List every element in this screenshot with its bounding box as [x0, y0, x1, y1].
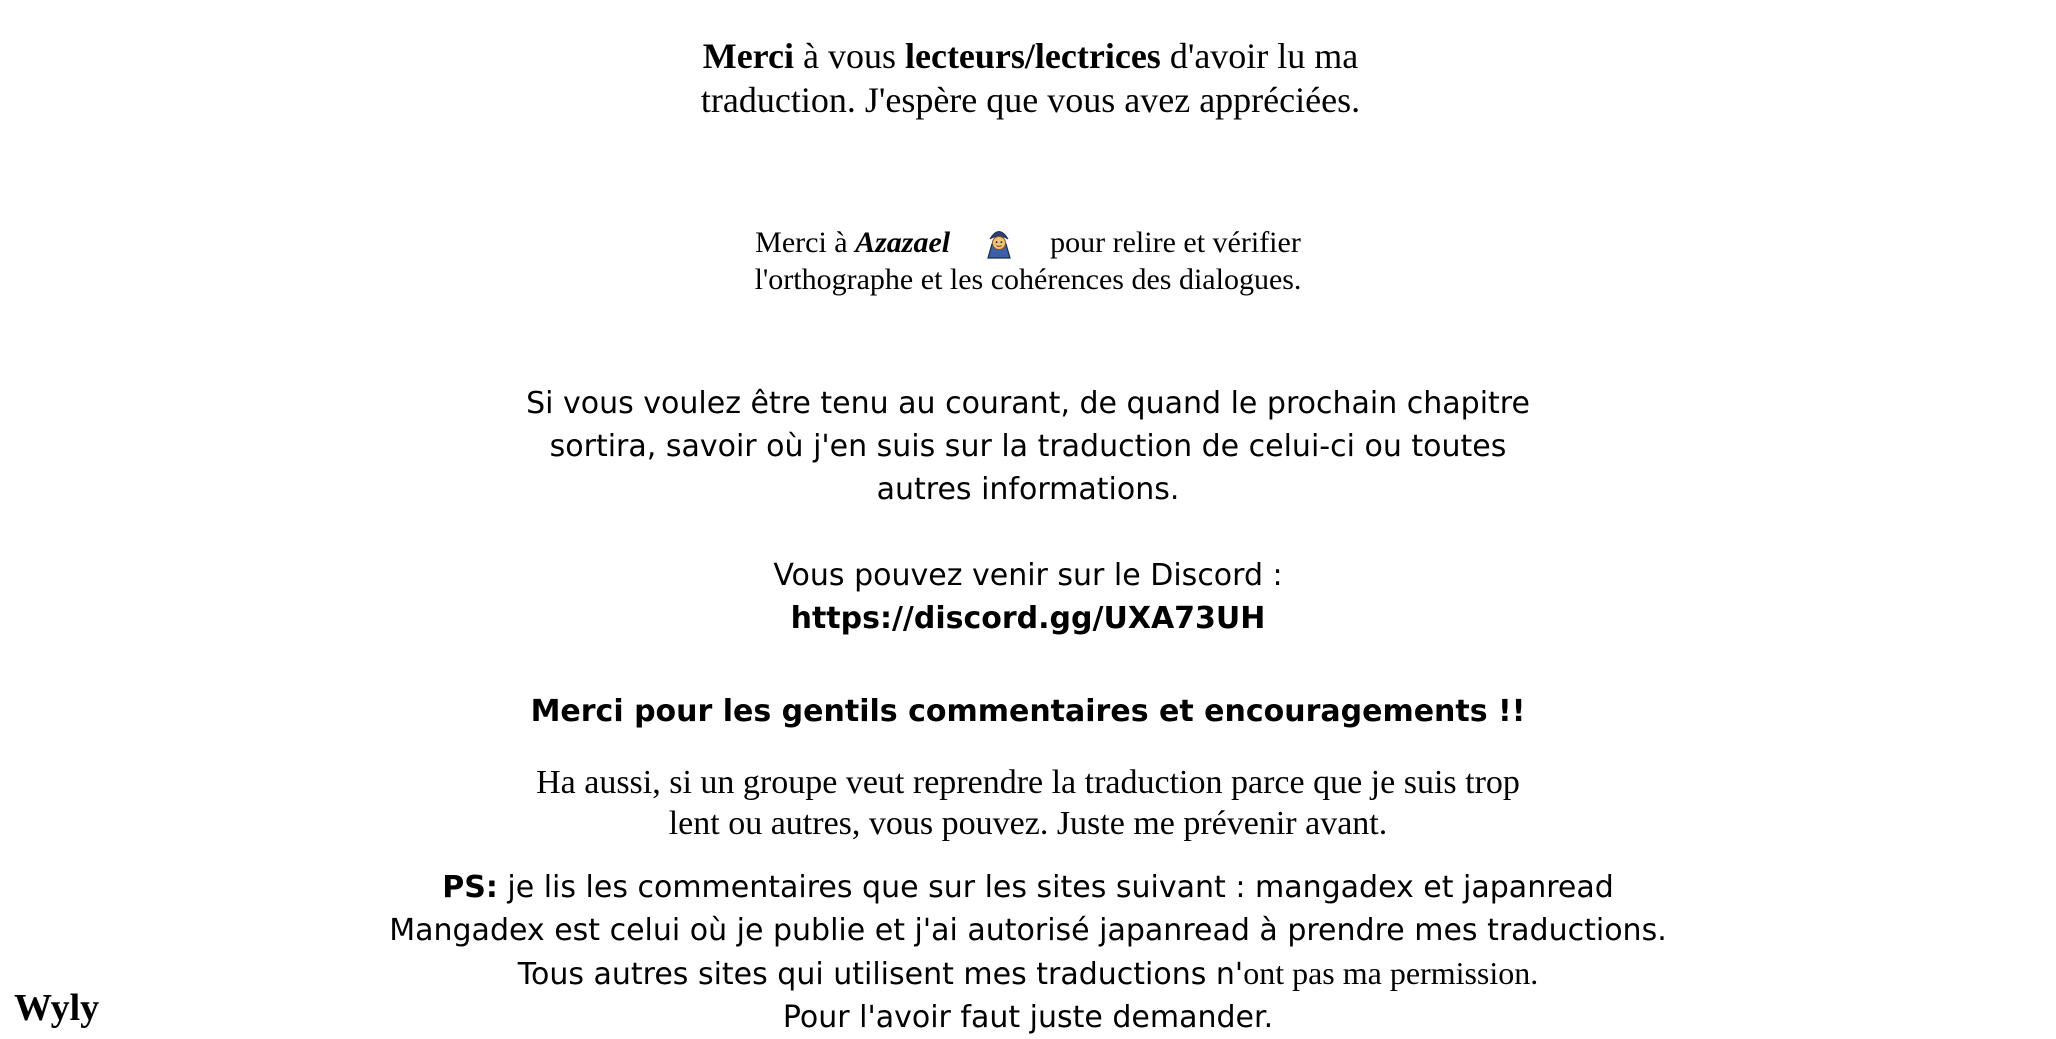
header-text-a: à vous: [793, 36, 905, 76]
discord-link[interactable]: https://discord.gg/UXA73UH: [790, 601, 1266, 636]
info-line-3: autres informations.: [876, 472, 1180, 507]
takeover-notice: [0, 762, 2056, 844]
ps-label: PS:: [442, 870, 498, 905]
proofreader-line-1: [0, 224, 2056, 261]
header-merci: Merci: [702, 36, 794, 76]
ps-line-2: Mangadex est celui où je publie et j'ai autorisé japanread à prendre mes traductions.: [389, 913, 1667, 948]
proofreader-icon-slot: [950, 230, 1050, 260]
ps-line-1: [0, 866, 2056, 909]
ps-text-1: je lis les commentaires que sur les sites suivant : mangadex et japanread: [497, 870, 1614, 905]
ps-line-4: Pour l'avoir faut juste demander.: [782, 1000, 1274, 1035]
ps-section: [0, 866, 2056, 1039]
discord-label: Vous pouvez venir sur le Discord :: [773, 558, 1283, 593]
header-line-2: traduction. J'espère que vous avez appréciées.: [700, 80, 1361, 120]
takeover-line-1: Ha aussi, si un groupe veut reprendre la traduction parce que je suis trop: [536, 764, 1520, 801]
face-icon: [984, 226, 1014, 260]
proofreader-text-b: pour relire et vérifier: [1050, 226, 1301, 259]
ps-text-3a: Tous autres sites qui utilisent mes traductions n': [517, 957, 1244, 992]
header-thanks: [0, 34, 2056, 122]
proofreader-text-a: Merci à: [755, 226, 856, 259]
ps-line-3: [0, 952, 2056, 996]
signature: Wyly: [14, 987, 100, 1029]
info-line-2: sortira, savoir où j'en suis sur la traduction de celui-ci ou toutes: [549, 429, 1507, 464]
discord-section: [0, 554, 2056, 640]
proofreader-thanks: [0, 224, 2056, 298]
ps-text-3b: ont pas ma permission.: [1243, 955, 1539, 991]
proofreader-line-2: l'orthographe et les cohérences des dialogues.: [754, 263, 1302, 296]
header-line-1: [0, 34, 2056, 78]
header-readers: lecteurs/lectrices: [904, 36, 1161, 76]
proofreader-name: Azazael: [855, 226, 951, 259]
info-paragraph: [0, 382, 2056, 511]
thanks-comments: Merci pour les gentils commentaires et encouragements !!: [530, 694, 1526, 729]
takeover-line-2: lent ou autres, vous pouvez. Juste me prévenir avant.: [668, 805, 1388, 842]
info-line-1: Si vous voulez être tenu au courant, de quand le prochain chapitre: [526, 386, 1530, 421]
header-text-b: d'avoir lu ma: [1160, 36, 1359, 76]
